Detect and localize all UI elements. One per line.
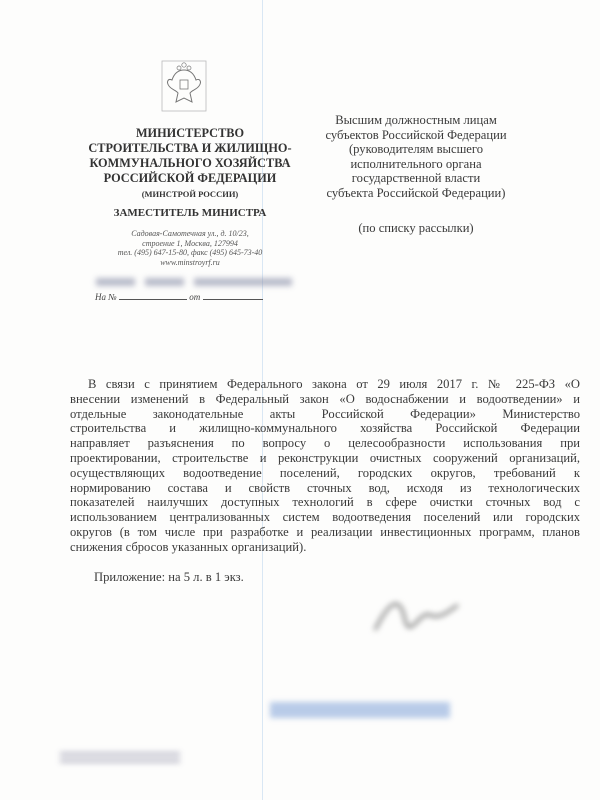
ministry-address — [80, 229, 300, 267]
distribution-note: (по списку рассылки) — [358, 221, 474, 235]
body-line: использованием централизованных систем водоотведения поселений или городских — [70, 510, 580, 525]
body-line: показателей наилучших доступных технологий в сфере очистки сточных вод с — [70, 495, 580, 510]
recipient-line: исполнительного органа — [350, 156, 482, 171]
reference-number-label: На № — [95, 292, 117, 302]
ministry-name-line: СТРОИТЕЛЬСТВА И ЖИЛИЩНО- — [88, 141, 292, 155]
russian-emblem-icon — [160, 60, 208, 112]
ministry-name-line: РОССИЙСКОЙ ФЕДЕРАЦИИ — [103, 171, 277, 185]
body-line: внесении изменений в Федеральный закон «О водоснабжении и водоотведении» и — [70, 391, 580, 406]
signature-redacted — [370, 590, 460, 645]
body-line: снижения сбросов указанных организаций). — [70, 539, 307, 554]
attachment-note: Приложение: на 5 л. в 1 экз. — [94, 570, 244, 584]
reference-line — [95, 292, 263, 302]
ministry-name-line: КОММУНАЛЬНОГО ХОЗЯЙСТВА — [89, 156, 291, 170]
recipient-line: Высшим должностным лицам — [335, 113, 497, 127]
recipient-line: государственной власти — [351, 171, 481, 186]
body-paragraph — [70, 377, 580, 555]
ministry-short-name: (МИНСТРОЙ РОССИИ) — [141, 189, 239, 199]
recipient-block — [300, 113, 532, 201]
body-line: осуществляющих водоотведение поселений, городских округов, требований к — [70, 465, 580, 480]
address-line: строение 1, Москва, 127994 — [142, 238, 238, 248]
address-line: тел. (495) 647-15-80, факс (495) 645-73-40 — [117, 248, 263, 258]
ministry-name-line: МИНИСТЕРСТВО — [135, 126, 245, 140]
body-line: проектировании, строительстве и реконструкции очистных сооружений организаций, — [70, 450, 580, 465]
body-line: строительства и жилищно-коммунального хозяйства Российской Федерации — [70, 421, 580, 436]
recipient-line: субъектов Российской Федерации — [325, 127, 507, 142]
recipient-line: (руководителям высшего — [348, 142, 484, 157]
address-line: Садовая-Самотечная ул., д. 10/23, — [131, 229, 249, 238]
body-line: В связи с принятием Федерального закона от 29 июля 2017 г. № 225-ФЗ «О — [88, 377, 580, 391]
body-line: нормированию состава и свойств сточных вод, исходя из технологических — [70, 480, 580, 495]
position-title: ЗАМЕСТИТЕЛЬ МИНИСТРА — [113, 207, 267, 219]
body-line: округов (в том числе при разработке и реализации инвестиционных программ, планов — [70, 524, 580, 539]
recipient-line: субъекта Российской Федерации) — [326, 185, 506, 200]
executor-info-redacted — [60, 752, 180, 766]
reference-date-label: от — [189, 292, 201, 302]
ministry-name — [80, 126, 300, 186]
registration-number-redacted — [96, 278, 292, 286]
signatory-name-redacted — [270, 702, 450, 718]
body-line: направляет разъяснения по вопросу о целесообразности использования при — [70, 436, 580, 451]
body-line: отдельные законодательные акты Российской Федерации» Министерство — [70, 406, 580, 421]
address-line: www.minstroyrf.ru — [160, 257, 220, 267]
